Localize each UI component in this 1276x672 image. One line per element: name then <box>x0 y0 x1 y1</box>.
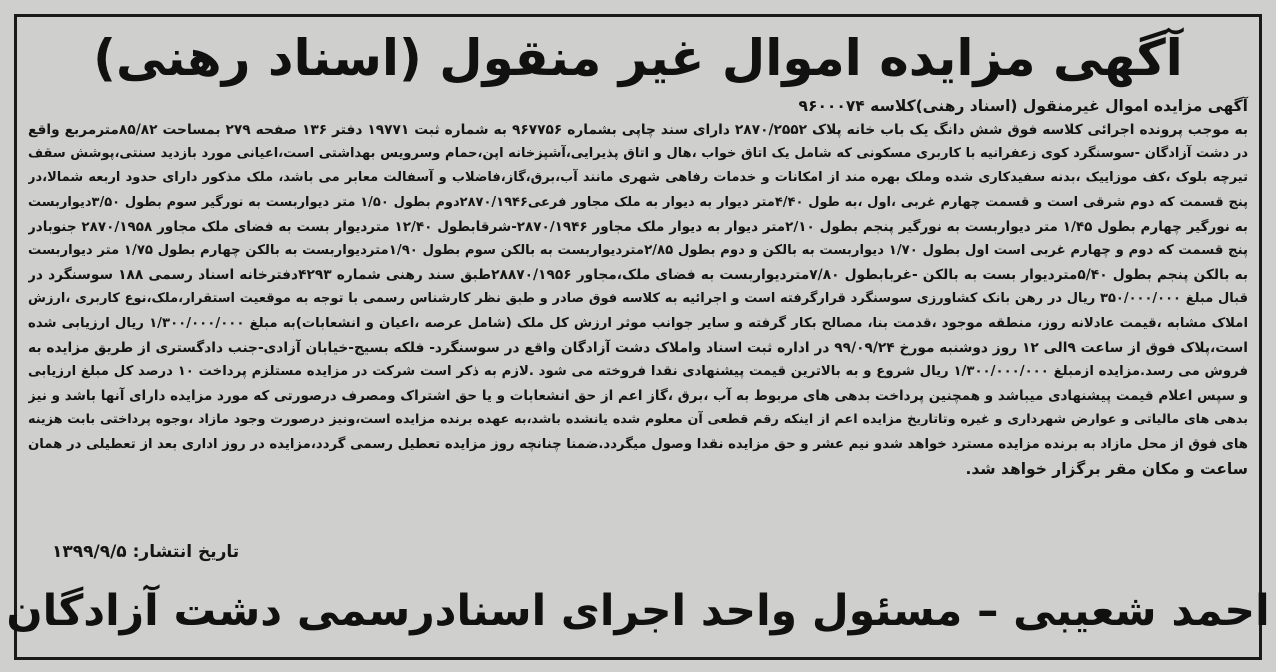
notice-subtitle: آگهی مزایده اموال غیرمنقول (اسناد رهنی)کلاسه ۹۶۰۰۰۷۴ <box>798 97 1248 115</box>
signature-line: احمد شعیبی – مسئول واحد اجرای اسنادرسمی دشت آزادگان <box>6 587 1270 636</box>
body-line: تیرچه بلوک ،کف موزاییک ،بدنه سفیدکاری شده وملک بهره مند از امکانات و خدمات رفاهی شهری مانند آب،برق،گاز،فاضلاب و آسفالت معابر می باشد، ملک مذکور دارای حدود اربعه شمالا،در <box>28 170 1248 186</box>
body-line: در دشت آزادگان -سوسنگرد کوی زعفرانیه با کاربری مسکونی که شامل یک اتاق خواب ،هال و اتاق پذیرایی،آشپزخانه اپن،حمام وسرویس بهداشتی است،اعیانی مورد بازدید سنتی،پوشش سقف <box>28 146 1248 162</box>
body-line: و سپس اعلام قیمت پیشنهادی میباشد و همچنین پرداخت بدهی های مربوط به آب ،برق ،گاز اعم از حق انشعابات و یا حق اشتراک ومصرف درصورتی که مورد مزایده دارای آنها باشد و نیز <box>28 388 1248 405</box>
body-line: فروش می رسد.مزایده ازمبلغ ۱/۳۰۰/۰۰۰/۰۰۰ ریال شروع و به بالاترین قیمت پیشنهادی نقدا فروخته می شود .لازم به ذکر است شرکت در مزایده مستلزم پرداخت ۱۰ درصد کل مبلغ ارزیابی <box>28 364 1248 380</box>
body-line: قبال مبلغ ۳۵۰/۰۰۰/۰۰۰ ریال در رهن بانک کشاورزی سوسنگرد قرارگرفته است و اجرائیه به کلاسه فوق صادر و طبق نظر کارشناس رسمی با توجه به موقعیت استقرار،ملک،نوع کاربری ،ارزش <box>28 291 1248 307</box>
body-line: به بالکن پنجم بطول ۵/۴۰متردیوار بست به بالکن -غربابطول ۷/۸۰متردیواربست به فضای ملک،مجاور ۲۸۸۷۰/۱۹۵۶طبق سند رهنی شماره ۴۲۹۳دفترخانه اسناد رسمی ۱۸۸ سوسنگرد در <box>28 267 1248 284</box>
body-line: بدهی های مالیاتی و عوارض شهرداری و غیره وتاتاریخ مزایده اعم از اینکه رقم قطعی آن معلوم شده یانشده باشد،به عهده برنده مزایده است،ونیز درصورت وجود مازاد ،وجوه پرداختی بابت هزینه <box>28 412 1248 428</box>
notice-title: آگهی مزایده اموال غیر منقول (اسناد رهنی) <box>93 29 1183 87</box>
body-line: است،پلاک فوق از ساعت ۹الی ۱۲ روز دوشنبه مورخ ۹۹/۰۹/۲۴ در اداره ثبت اسناد واملاک دشت آزادگان واقع در سوسنگرد- فلکه بسیج-خیابان آزادی-جنب دادگستری از طریق مزایده به <box>28 339 1248 356</box>
publish-date: تاریخ انتشار: ۱۳۹۹/۹/۵ <box>52 542 240 562</box>
body-line: به نورگیر چهارم بطول ۱/۴۵ متر دیواربست به نورگیر پنجم بطول ۲/۱۰متر دیوار به دیوار ملک مجاور ۲۸۷۰/۱۹۴۶-شرقابطول ۱۲/۴۰ متردیوار بست به فضای ملک مجاور ۲۸۷۰/۱۹۵۸ جنوبادر <box>28 218 1248 235</box>
body-line: به موجب پرونده اجرائی کلاسه فوق شش دانگ یک باب خانه پلاک ۲۸۷۰/۲۵۵۲ دارای سند چاپی بشماره ۹۶۷۷۵۶ به شماره ثبت ۱۹۷۷۱ دفتر ۱۳۶ صفحه ۲۷۹ بمساحت ۸۵/۸۲مترمربع واقع <box>28 122 1248 138</box>
body-line: ساعت و مکان مقر برگزار خواهد شد. <box>965 459 1248 478</box>
body-line: های فوق از محل مازاد به برنده مزایده مسترد خواهد شدو نیم عشر و حق مزایده نقدا وصول میگردد.ضمنا چنانچه روز مزایده تعطیل رسمی گردد،مزایده در روز اداری بعد از تعطیلی در همان <box>28 436 1248 452</box>
body-line: پنج قسمت که دوم و چهارم غربی است اول بطول ۱/۷۰ دیواربست به بالکن و دوم بطول ۲/۸۵متردیواربست به بالکن سوم بطول ۱/۹۰متردیواربست به بالکن چهارم بطول ۱/۷۵ متر دیواربست <box>28 243 1248 259</box>
body-line: پنج قسمت که دوم شرقی است و قسمت چهارم غربی ،اول ،به طول ۴/۴۰متر دیوار به دیوار به ملک مجاور فرعی۲۸۷۰/۱۹۴۶دوم بطول ۱/۵۰ متر دیواربست به نورگیر سوم بطول ۳/۵۰دیواربست <box>28 194 1248 210</box>
notice-body <box>28 118 1248 481</box>
body-line: املاک مشابه ،قیمت عادلانه روز، منطقه موجود ،قدمت بنا، مصالح بکار گرفته و سایر جوانب موثر ارزش کل ملک (شامل عرصه ،اعیان و انشعابات)به مبلغ ۱/۳۰۰/۰۰۰/۰۰۰ ریال ارزیابی شده <box>28 315 1248 331</box>
